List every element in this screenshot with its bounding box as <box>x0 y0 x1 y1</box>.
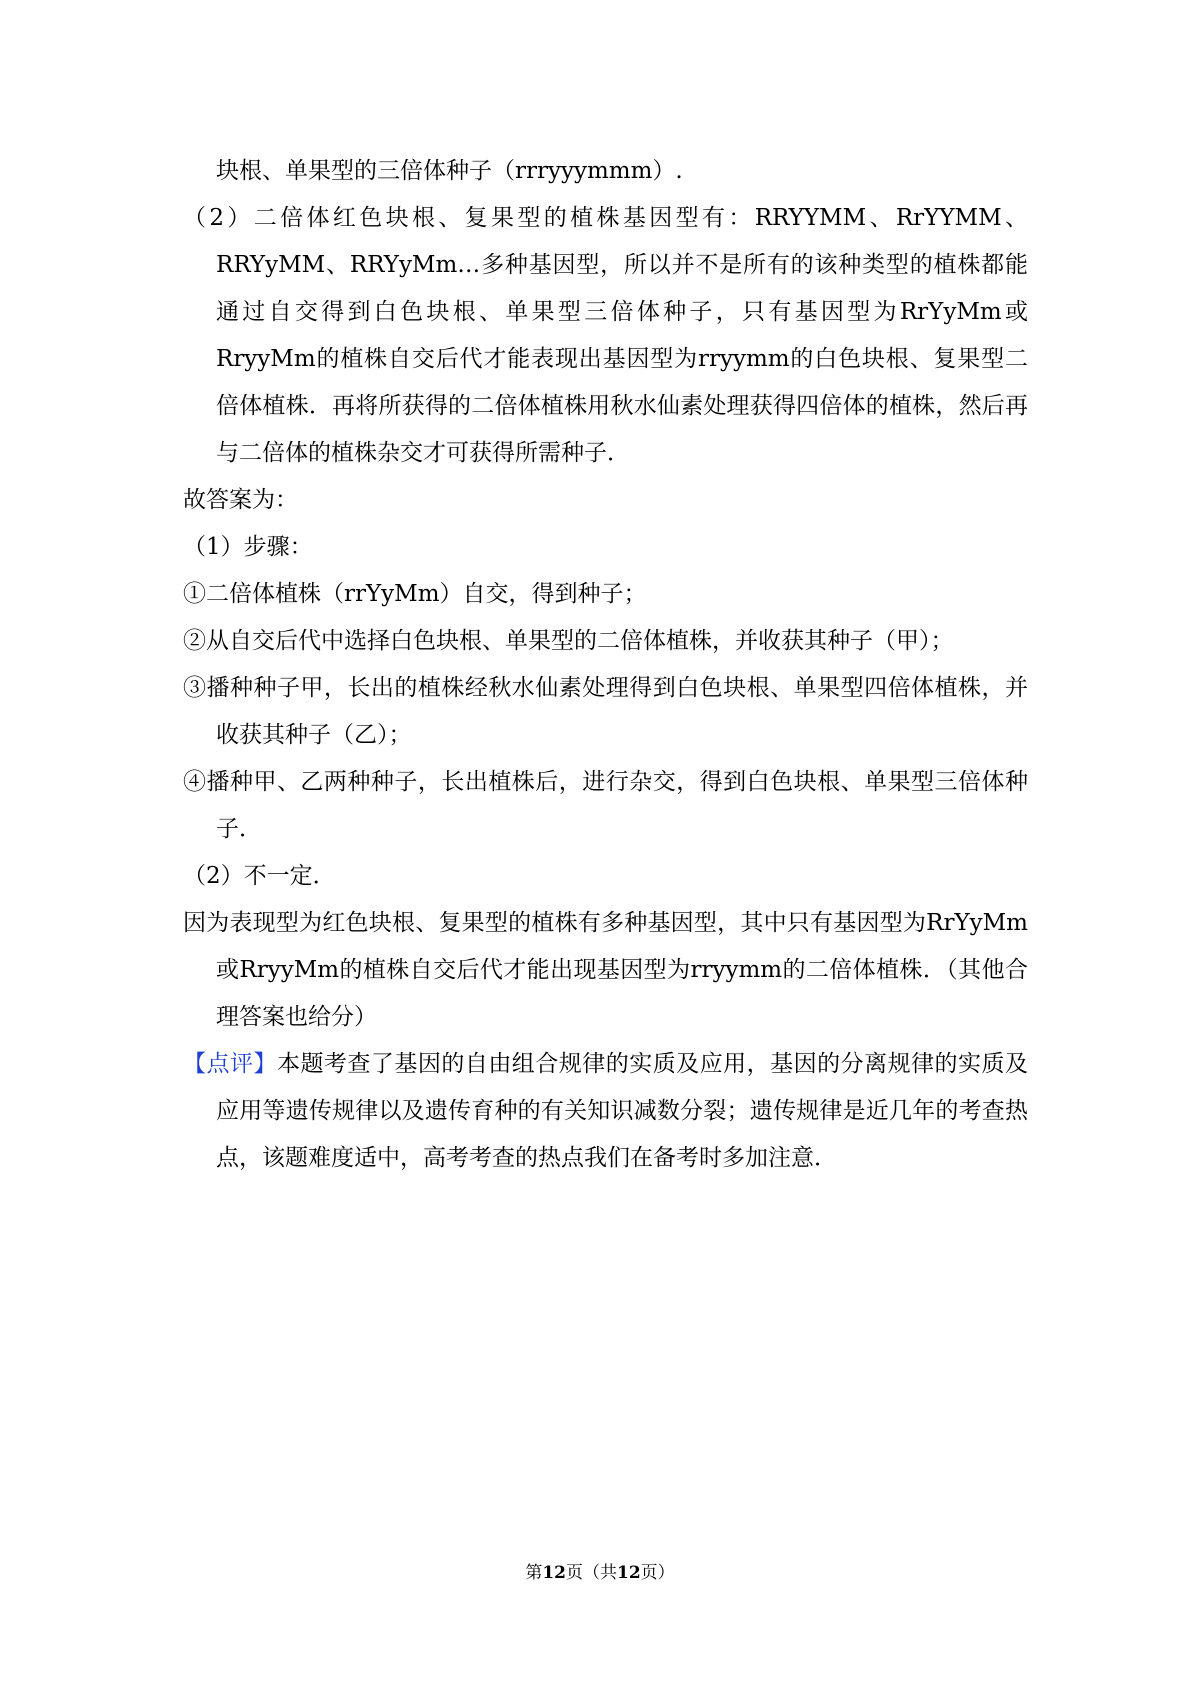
paragraph-comment <box>183 1041 1028 1182</box>
document-body <box>183 148 1028 1182</box>
footer-prefix: 第 <box>525 1563 543 1583</box>
paragraph-step-1: ①二倍体植株（rrYyMm）自交，得到种子； <box>183 581 647 607</box>
footer-total-pages: 12 <box>617 1563 641 1583</box>
footer-page-number: 12 <box>542 1563 566 1583</box>
comment-text: 本题考查了基因的自由组合规律的实质及应用，基因的分离规律的实质及应用等遗传规律以及遗传育种的有关知识减数分裂；遗传规律是近几年的考查热点，该题难度适中，高考考查的热点我们在备考时多加注意． <box>216 1051 1029 1171</box>
footer-suffix: 页） <box>640 1563 675 1583</box>
paragraph-answer-heading: 故答案为： <box>183 487 298 513</box>
paragraph-step-3: ③播种种子甲，长出的植株经秋水仙素处理得到白色块根、单果型四倍体植株，并收获其种子（乙）； <box>183 675 1028 748</box>
page-footer <box>0 1558 1200 1583</box>
paragraph-steps-heading: （1）步骤： <box>183 534 313 560</box>
paragraph-continuation: 块根、单果型的三倍体种子（rrryyymmm）. <box>216 158 683 184</box>
footer-middle: 页（共 <box>566 1563 617 1583</box>
comment-label: 【点评】 <box>183 1051 277 1077</box>
paragraph-answer-2: （2）不一定． <box>183 863 336 889</box>
paragraph-answer-2-explanation: （2）二倍体红色块根、复果型的植株基因型有：RRYYMM、RrYYMM、RRYyMM、RRYyMm…多种基因型，所以并不是所有的该种类型的植株都能通过自交得到白色块根、单果型三倍体种子，只有基因型为RrYyMm或RryyMm的植株自交后代才能表现出基因型为rryymm的白色块根、复果型二倍体植株．再将所获得的二倍体植株用秋水仙素处理获得四倍体的植株，然后再与二倍体的植株杂交才可获得所需种子． <box>183 205 1028 466</box>
paragraph-step-4: ④播种甲、乙两种种子，长出植株后，进行杂交，得到白色块根、单果型三倍体种子． <box>183 769 1028 842</box>
paragraph-reason: 因为表现型为红色块根、复果型的植株有多种基因型，其中只有基因型为RrYyMm或RryyMm的植株自交后代才能出现基因型为rryymm的二倍体植株．（其他合理答案也给分） <box>183 910 1028 1030</box>
paragraph-step-2: ②从自交后代中选择白色块根、单果型的二倍体植株，并收获其种子（甲）； <box>183 628 954 654</box>
